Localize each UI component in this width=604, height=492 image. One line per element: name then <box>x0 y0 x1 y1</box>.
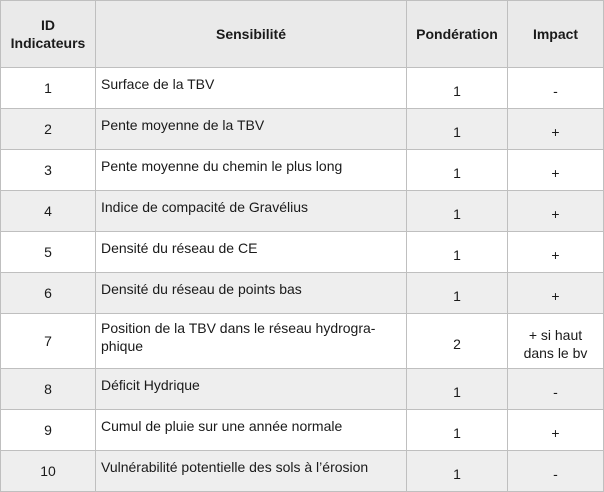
cell-id: 1 <box>1 68 96 109</box>
cell-impact: + <box>508 109 604 150</box>
header-sensibilite: Sensibilité <box>96 1 407 68</box>
cell-impact: + <box>508 232 604 273</box>
cell-impact: + <box>508 191 604 232</box>
table-row <box>1 369 604 410</box>
cell-id: 10 <box>1 451 96 492</box>
cell-sensibilite: Pente moyenne du chemin le plus long <box>96 150 407 191</box>
cell-ponderation: 1 <box>407 150 508 191</box>
cell-id: 8 <box>1 369 96 410</box>
cell-id: 4 <box>1 191 96 232</box>
cell-ponderation: 1 <box>407 109 508 150</box>
table-row <box>1 451 604 492</box>
table-row <box>1 273 604 314</box>
cell-ponderation: 1 <box>407 232 508 273</box>
header-id: ID Indicateurs <box>1 1 96 68</box>
cell-impact: - <box>508 451 604 492</box>
cell-impact: - <box>508 68 604 109</box>
cell-sensibilite: Déficit Hydrique <box>96 369 407 410</box>
cell-ponderation: 1 <box>407 68 508 109</box>
cell-impact: + <box>508 150 604 191</box>
cell-id: 5 <box>1 232 96 273</box>
table-row <box>1 232 604 273</box>
cell-id: 7 <box>1 314 96 369</box>
table-row <box>1 109 604 150</box>
cell-ponderation: 1 <box>407 273 508 314</box>
cell-sensibilite: Densité du réseau de CE <box>96 232 407 273</box>
cell-sensibilite: Densité du réseau de points bas <box>96 273 407 314</box>
cell-id: 3 <box>1 150 96 191</box>
table-row <box>1 150 604 191</box>
cell-ponderation: 1 <box>407 410 508 451</box>
cell-ponderation: 1 <box>407 191 508 232</box>
table-row <box>1 68 604 109</box>
table-row <box>1 314 604 369</box>
table-row <box>1 191 604 232</box>
table-header-row <box>1 1 604 68</box>
cell-ponderation: 1 <box>407 369 508 410</box>
cell-impact: + <box>508 410 604 451</box>
cell-impact: + <box>508 273 604 314</box>
cell-id: 2 <box>1 109 96 150</box>
header-ponderation: Pondération <box>407 1 508 68</box>
cell-ponderation: 1 <box>407 451 508 492</box>
cell-id: 9 <box>1 410 96 451</box>
cell-impact: - <box>508 369 604 410</box>
cell-sensibilite: Surface de la TBV <box>96 68 407 109</box>
table-row <box>1 410 604 451</box>
cell-impact: + si haut dans le bv <box>508 314 604 369</box>
cell-sensibilite: Cumul de pluie sur une année normale <box>96 410 407 451</box>
cell-sensibilite: Indice de compacité de Gravélius <box>96 191 407 232</box>
header-impact: Impact <box>508 1 604 68</box>
cell-sensibilite: Position de la TBV dans le réseau hydrogra-phique <box>96 314 407 369</box>
cell-sensibilite: Vulnérabilité potentielle des sols à l’érosion <box>96 451 407 492</box>
cell-ponderation: 2 <box>407 314 508 369</box>
cell-id: 6 <box>1 273 96 314</box>
cell-sensibilite: Pente moyenne de la TBV <box>96 109 407 150</box>
